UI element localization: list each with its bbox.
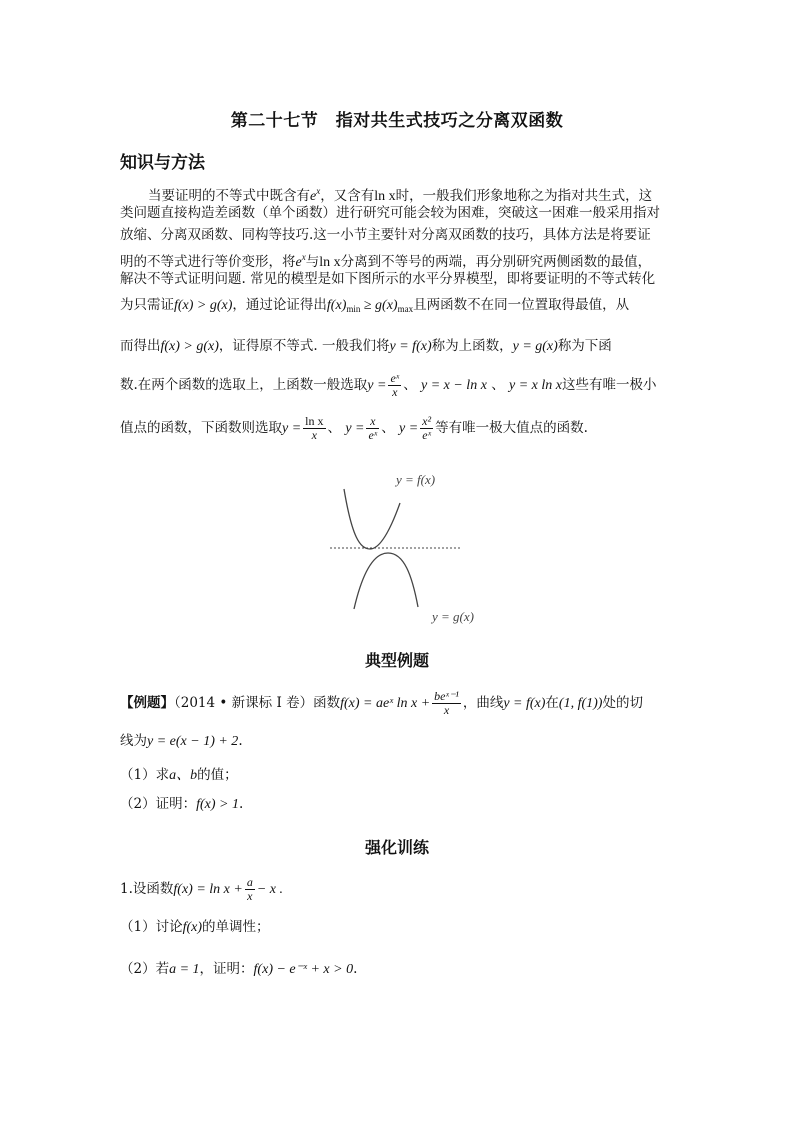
text: （1）讨论 — [120, 919, 183, 935]
text: 与 — [305, 254, 320, 270]
text: （2）若 — [120, 961, 170, 977]
separator: 、 — [491, 377, 505, 393]
example-question-2 — [120, 794, 243, 815]
fraction-a-over-x: $\frac{a}{x}$ — [246, 875, 253, 903]
text: 而得出 — [120, 338, 161, 354]
math-x-minus-lnx: y = x − ln x — [420, 378, 487, 393]
math-expr: f(x) − e⁻ˣ + x > 0 — [253, 962, 354, 977]
fraction-x2-over-ex: $\frac{\text{x²}}{\text{eˣ}}$ — [422, 414, 432, 442]
math-exp: $e^x$ — [310, 186, 321, 204]
text: 为只需证 — [120, 297, 174, 313]
math-x-lnx: y = x ln x — [509, 378, 562, 393]
paragraph-line-2: 类问题直接构造差函数（单个函数）进行研究可能会较为困难，突破这一困难一般采用指对 — [120, 205, 660, 221]
separator: 、 — [403, 377, 417, 393]
text: 当要证明的不等式中既含有 — [148, 188, 310, 204]
paragraph-line-9 — [120, 415, 588, 442]
text: 分离到不等号的两端，再分别研究两侧函数的最值， — [340, 254, 652, 270]
math-expr: f(x) > 1 — [196, 797, 239, 812]
page-title: 第二十七节 指对共生式技巧之分离双函数 — [230, 111, 564, 131]
upper-function-label: y = f(x) — [396, 472, 436, 487]
math-ln: ln x — [374, 189, 396, 204]
math-ln: ln x — [319, 255, 341, 270]
example-question-1 — [120, 765, 238, 786]
separation-model-figure — [320, 465, 480, 630]
math-vars: a、b — [169, 768, 198, 783]
math-condition: a = 1 — [169, 962, 200, 977]
training-question-1 — [120, 917, 270, 938]
text: ，证明： — [199, 961, 254, 977]
math-expr: f(x) = ln x + — [173, 882, 243, 897]
text: 的单调性； — [202, 919, 270, 935]
paragraph-line-5: 解决不等式证明问题. 常见的模型是如下图所示的水平分界模型，即将要证明的不等式转化 — [120, 271, 656, 287]
fraction-lnx-over-x: $\frac{\text{ln x}}{x}$ — [305, 414, 324, 442]
math-upper-fn: y = f(x) — [389, 339, 432, 354]
text: 称为下函 — [557, 338, 612, 354]
math-y: y = — [367, 378, 387, 393]
math-expr: f(x) — [182, 920, 203, 935]
text: . — [238, 796, 244, 812]
text: ，通过论证得出 — [232, 297, 327, 313]
text: 在 — [545, 695, 559, 711]
fraction-x-over-ex: $\frac{x}{\text{eˣ}}$ — [368, 414, 378, 442]
text: 这些有唯一极小 — [562, 377, 657, 393]
text: 1.设函数 — [120, 881, 174, 897]
math-y: y = — [282, 421, 302, 436]
math-y: y = — [345, 421, 365, 436]
lower-function-label: y = g(x) — [432, 609, 474, 624]
text: （2014 • 新课标 I 卷）函数 — [174, 695, 341, 711]
upper-function-curve — [344, 489, 400, 549]
paragraph-line-3: 放缩、分离双函数、同构等技巧.这一小节主要针对分离双函数的技巧，具体方法是将要证 — [120, 227, 651, 243]
example-statement-line-2 — [120, 731, 243, 752]
text: . — [353, 961, 358, 977]
text: 数.在两个函数的选取上，上函数一般选取 — [120, 377, 368, 393]
training-question-2 — [120, 959, 357, 980]
paragraph-line-7 — [120, 336, 612, 357]
lower-function-curve — [354, 553, 418, 609]
math-tangent-line: y = e(x − 1) + 2 — [147, 734, 239, 749]
text: . — [238, 733, 243, 749]
text: 等有唯一极大值点的函数. — [435, 420, 588, 436]
math-lower-fn: y = g(x) — [512, 339, 558, 354]
text: ，又含有 — [320, 188, 375, 204]
text: 线为 — [120, 733, 147, 749]
paragraph-line-8 — [120, 372, 657, 399]
example-tag: 【例题】 — [120, 695, 174, 711]
section-heading-method: 知识与方法 — [120, 153, 205, 173]
fraction-bex-over-x: $\frac{\text{beˣ⁻¹}}{x}$ — [434, 689, 459, 717]
section-heading-training: 强化训练 — [364, 838, 429, 857]
text: 称为上函数， — [431, 338, 513, 354]
text: ，曲线 — [462, 695, 504, 711]
math-y: y = — [399, 421, 419, 436]
math-inequality: f(x) > g(x) — [160, 339, 219, 354]
example-statement-line-1 — [120, 690, 643, 717]
paragraph-line-6 — [120, 295, 629, 319]
text: 值点的函数，下函数则选取 — [120, 420, 282, 436]
math-expr: − x . — [256, 882, 283, 897]
text: 处的切 — [602, 695, 643, 711]
text: （2）证明： — [120, 796, 197, 812]
math-inequality: f(x) > g(x) — [174, 298, 233, 313]
separator: 、 — [327, 420, 342, 436]
text: 且两函数不在同一位置取得最值，从 — [413, 297, 630, 313]
math-minmax: $f(x)_{min} \ge g(x)_{max}$ — [326, 298, 414, 314]
text: （1）求 — [120, 767, 170, 783]
training-problem-1 — [120, 876, 283, 903]
text: ，证得原不等式. 一般我们将 — [218, 338, 390, 354]
section-heading-example: 典型例题 — [364, 651, 429, 670]
separator: 、 — [381, 420, 395, 436]
fraction-ex-over-x: $\frac{\text{eˣ}}{x}$ — [390, 371, 400, 399]
text: 的值； — [197, 767, 238, 783]
text: 时，一般我们形象地称之为指对共生式，这 — [395, 188, 653, 204]
math-point: (1, f(1)) — [558, 696, 603, 711]
math-curve: y = f(x) — [503, 696, 546, 711]
math-function-def: f(x) = aeˣ ln x + — [340, 696, 431, 711]
math-exp: $e^x$ — [295, 252, 306, 270]
text: 明的不等式进行等价变形，将 — [120, 254, 296, 270]
